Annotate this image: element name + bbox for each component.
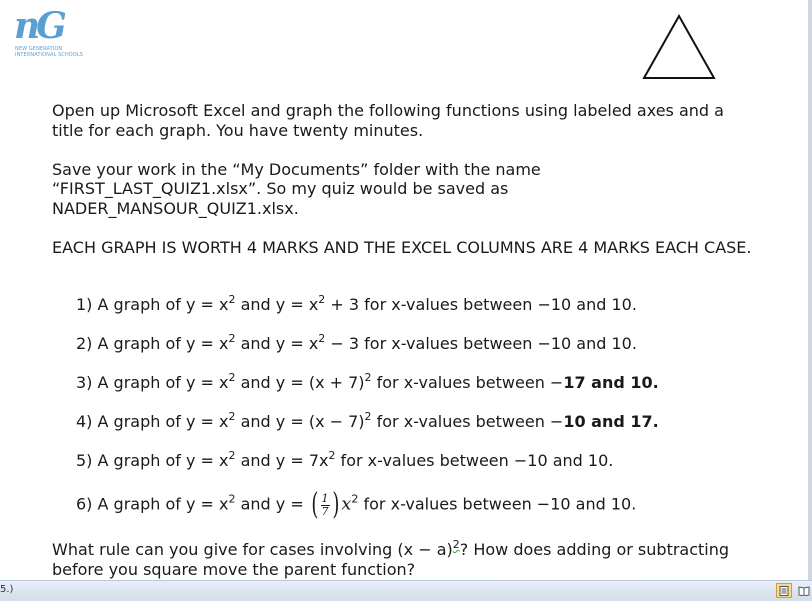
item-number: 6) (76, 494, 93, 514)
intro-paragraph-1: Open up Microsoft Excel and graph the following functions using labeled axes and a title for each graph. You have twenty minutes. (52, 101, 724, 140)
item-number: 2) (76, 334, 93, 353)
logo-letters: nG (14, 5, 63, 47)
item-text-pre: A graph of y = x (97, 412, 229, 431)
logo-text-line1: NEW GENERATION (15, 46, 63, 52)
list-item-2: 2) A graph of $y = x^2$ and $y = x^2 - 3$ for x-values between −10 and 10. (76, 332, 637, 353)
list-item-3: 3) A graph of $y = x^2$ and $y = (x + 7)^2$ for x-values between −17 and 10. (76, 371, 659, 392)
intro-paragraph-2: Save your work in the “My Documents” folder with the name “FIRST_LAST_QUIZ1.xlsx”. So my quiz would be saved as NADER_MANSOUR_QUIZ1.xlsx. (52, 159, 541, 218)
item-text-pre: A graph of y = x (97, 494, 229, 514)
reflection-question: What rule can you give for cases involving $(x - a)^2$? How does adding or subtracting before you square move the parent function? (52, 538, 730, 579)
status-bar (0, 580, 812, 601)
item-text-post: for x-values between − (371, 373, 564, 392)
school-logo (12, 6, 84, 60)
item-bold-range: 10 and 17. (563, 412, 659, 431)
item-text-mid: and y = (x + 7) (235, 373, 365, 392)
item-text-post: for x-values between − (371, 412, 564, 431)
triangle-shape (642, 14, 716, 80)
item-text-mid: and y = x (235, 334, 319, 353)
fraction-equation: ( $\frac{1}{7}$ ) (311, 487, 339, 522)
item-text-post: − 3 for x-values between −10 and 10. (325, 334, 637, 353)
math-variable: x (341, 493, 352, 515)
item-text-post: for x-values between −10 and 10. (335, 451, 614, 470)
item-text-pre: A graph of y = x (97, 295, 229, 314)
list-item-1: 1) A graph of $y = x^2$ and $y = x^2 + 3$ for x-values between −10 and 10. (76, 293, 637, 314)
instructions (52, 101, 752, 257)
item-text-pre: A graph of y = x (97, 373, 229, 392)
list-item-5: 5) A graph of $y = x^2$ and $y = 7x^2$ for x-values between −10 and 10. (76, 449, 614, 470)
full-reading-icon[interactable] (796, 583, 812, 598)
print-layout-icon[interactable] (776, 583, 792, 598)
item-text-pre: A graph of y = x (97, 334, 229, 353)
intro-paragraph-3: EACH GRAPH IS WORTH 4 MARKS AND THE EXCEL COLUMNS ARE 4 MARKS EACH CASE. (52, 237, 752, 257)
item-number: 4) (76, 412, 93, 431)
item-text-mid: and y = x (235, 295, 319, 314)
scrollbar-edge (808, 0, 812, 580)
list-item-4: 4) A graph of $y = x^2$ and $y = (x - 7)^2$ for x-values between −10 and 17. (76, 410, 659, 431)
item-bold-range: 17 and 10. (563, 373, 659, 392)
fraction-denominator: 7 (321, 504, 329, 518)
item-text-mid: and y = (235, 494, 309, 514)
item-number: 5) (76, 451, 93, 470)
item-text-post: for x-values between −10 and 10. (358, 494, 637, 514)
logo-text-line2: INTERNATIONAL SCHOOLS (15, 52, 84, 58)
item-text-mid: and y = 7x (235, 451, 329, 470)
item-text-post: + 3 for x-values between −10 and 10. (325, 295, 637, 314)
item-text-mid: and y = (x − 7) (235, 412, 365, 431)
item-text-pre: A graph of y = x (97, 451, 229, 470)
item-number: 3) (76, 373, 93, 392)
status-text: 5.) (0, 584, 14, 595)
fraction-numerator: 1 (321, 491, 329, 505)
item-number: 1) (76, 295, 93, 314)
list-item-6: 6) A graph of $y = x^2$ and y = ( $\frac{1}{7}$ ) $x^2$ for x-values between −10 and 10. (76, 487, 637, 522)
